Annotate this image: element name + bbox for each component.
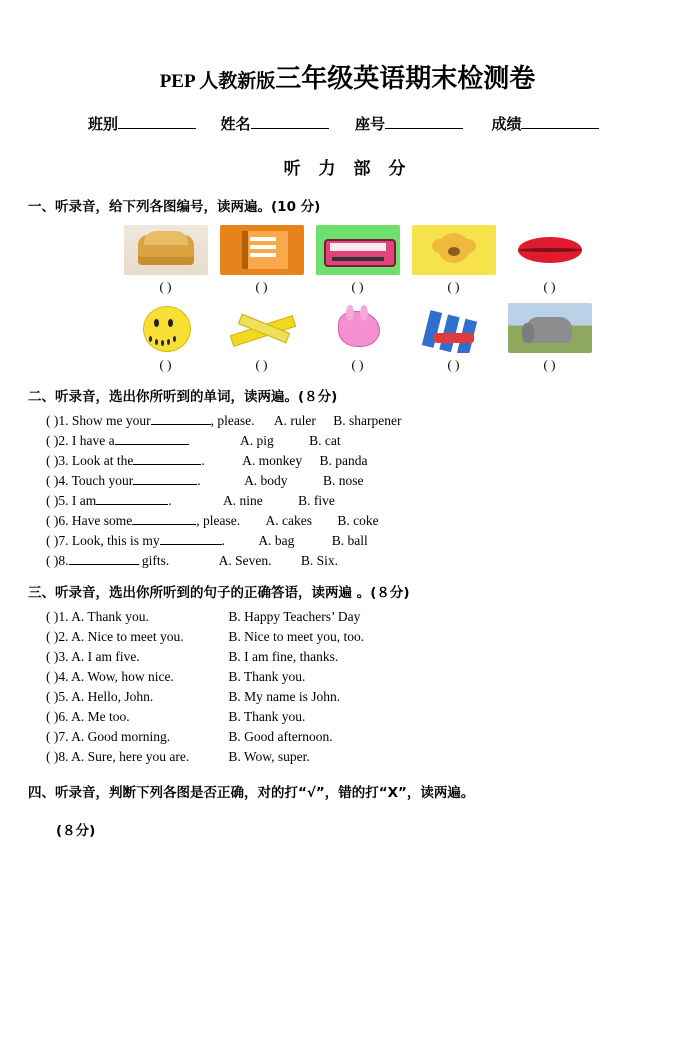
book-picture — [220, 225, 304, 275]
picture-cell — [124, 225, 208, 275]
name-blank[interactable] — [251, 114, 329, 129]
answer-bracket[interactable]: ( ) — [447, 279, 460, 294]
class-blank[interactable] — [118, 114, 196, 129]
answer-blank[interactable] — [133, 471, 197, 485]
list-item[interactable]: ( )3. A. I am five. B. I am fine, thanks. — [46, 649, 339, 664]
picture-cell — [124, 303, 208, 353]
bus-picture — [316, 225, 400, 275]
seat-blank[interactable] — [385, 114, 463, 129]
list-item[interactable]: ( )6. Have some , please. A. cakes B. coke — [46, 513, 379, 528]
crayon-picture — [220, 303, 304, 353]
answer-bracket[interactable]: ( ) — [543, 279, 556, 294]
pink-animal-picture — [316, 303, 400, 353]
list-item[interactable]: ( )6. A. Me too. B. Thank you. — [46, 709, 306, 724]
question-1-answer-row-1 — [0, 279, 695, 295]
exam-title: 三年级英语期末检测卷 — [275, 64, 536, 94]
question-1-picture-row-2 — [0, 303, 695, 353]
answer-blank[interactable] — [133, 451, 201, 465]
field-name: 姓名 — [220, 113, 328, 134]
question-3-items — [0, 607, 695, 767]
answer-bracket[interactable]: ( ) — [159, 279, 172, 294]
list-item[interactable]: ( )7. A. Good morning. B. Good afternoon. — [46, 729, 333, 744]
answer-bracket[interactable]: ( ) — [159, 357, 172, 372]
question-1-answer-row-2 — [0, 357, 695, 373]
list-item[interactable]: ( )5. A. Hello, John. B. My name is John. — [46, 689, 341, 704]
list-item[interactable]: ( )1. A. Thank you. B. Happy Teachers’ Day — [46, 609, 361, 624]
list-item[interactable]: ( )2. A. Nice to meet you. B. Nice to meet you, too. — [46, 629, 365, 644]
list-item[interactable]: ( )4. A. Wow, how nice. B. Thank you. — [46, 669, 306, 684]
list-item[interactable]: ( )2. I have a A. pig B. cat — [46, 433, 341, 448]
exam-paper-page — [0, 58, 695, 1040]
score-blank[interactable] — [521, 114, 599, 129]
picture-cell — [508, 303, 592, 353]
picture-cell — [508, 225, 592, 275]
question-3-heading: 三、听录音，选出你所听到的句子的正确答语，读两遍 。(８分) — [28, 585, 410, 601]
list-item[interactable]: ( )7. Look, this is my . A. bag B. ball — [46, 533, 368, 548]
list-item[interactable]: ( )8. A. Sure, here you are. B. Wow, super. — [46, 749, 310, 764]
picture-cell — [220, 303, 304, 353]
bread-picture — [124, 225, 208, 275]
picture-cell — [412, 303, 496, 353]
list-item[interactable]: ( )5. I am . A. nine B. five — [46, 493, 335, 508]
field-class: 班别 — [88, 113, 196, 134]
answer-blank[interactable] — [96, 491, 168, 505]
listening-section-title: 听 力 部 分 — [283, 159, 412, 179]
picture-cell — [316, 303, 400, 353]
letter-w-picture — [412, 303, 496, 353]
question-1-heading: 一、听录音，给下列各图编号，读两遍。(10 分) — [28, 199, 321, 215]
elephant-picture — [508, 303, 592, 353]
student-info-row — [0, 113, 695, 134]
answer-bracket[interactable]: ( ) — [351, 357, 364, 372]
answer-bracket[interactable]: ( ) — [255, 279, 268, 294]
answer-bracket[interactable]: ( ) — [447, 357, 460, 372]
question-1-picture-row-1 — [0, 225, 695, 275]
question-4-score: (８分) — [56, 823, 96, 839]
answer-bracket[interactable]: ( ) — [255, 357, 268, 372]
picture-cell — [412, 225, 496, 275]
smiley-picture — [124, 303, 208, 353]
picture-cell — [316, 225, 400, 275]
picture-cell — [220, 225, 304, 275]
question-4-heading: 四、听录音，判断下列各图是否正确，对的打“√”，错的打“X”，读两遍。 — [28, 785, 475, 801]
answer-blank[interactable] — [69, 551, 139, 565]
list-item[interactable]: ( )1. Show me your , please. A. ruler B. sharpener — [46, 413, 402, 428]
field-seat: 座号 — [355, 113, 463, 134]
lips-picture — [508, 225, 592, 275]
answer-bracket[interactable]: ( ) — [543, 357, 556, 372]
bear-picture — [412, 225, 496, 275]
field-score: 成绩 — [491, 113, 599, 134]
answer-blank[interactable] — [151, 411, 211, 425]
list-item[interactable]: ( )3. Look at the . A. monkey B. panda — [46, 453, 368, 468]
answer-bracket[interactable]: ( ) — [351, 279, 364, 294]
page-title — [0, 58, 695, 95]
answer-blank[interactable] — [115, 431, 189, 445]
list-item[interactable]: ( )4. Touch your . A. body B. nose — [46, 473, 364, 488]
question-2-heading: 二、听录音，选出你所听到的单词，读两遍。(８分) — [28, 389, 338, 405]
answer-blank[interactable] — [132, 511, 196, 525]
answer-blank[interactable] — [160, 531, 222, 545]
question-2-items — [0, 411, 695, 571]
publisher-label: PEP 人教新版 — [159, 71, 276, 92]
list-item[interactable]: ( )8. gifts. A. Seven. B. Six. — [46, 553, 339, 568]
